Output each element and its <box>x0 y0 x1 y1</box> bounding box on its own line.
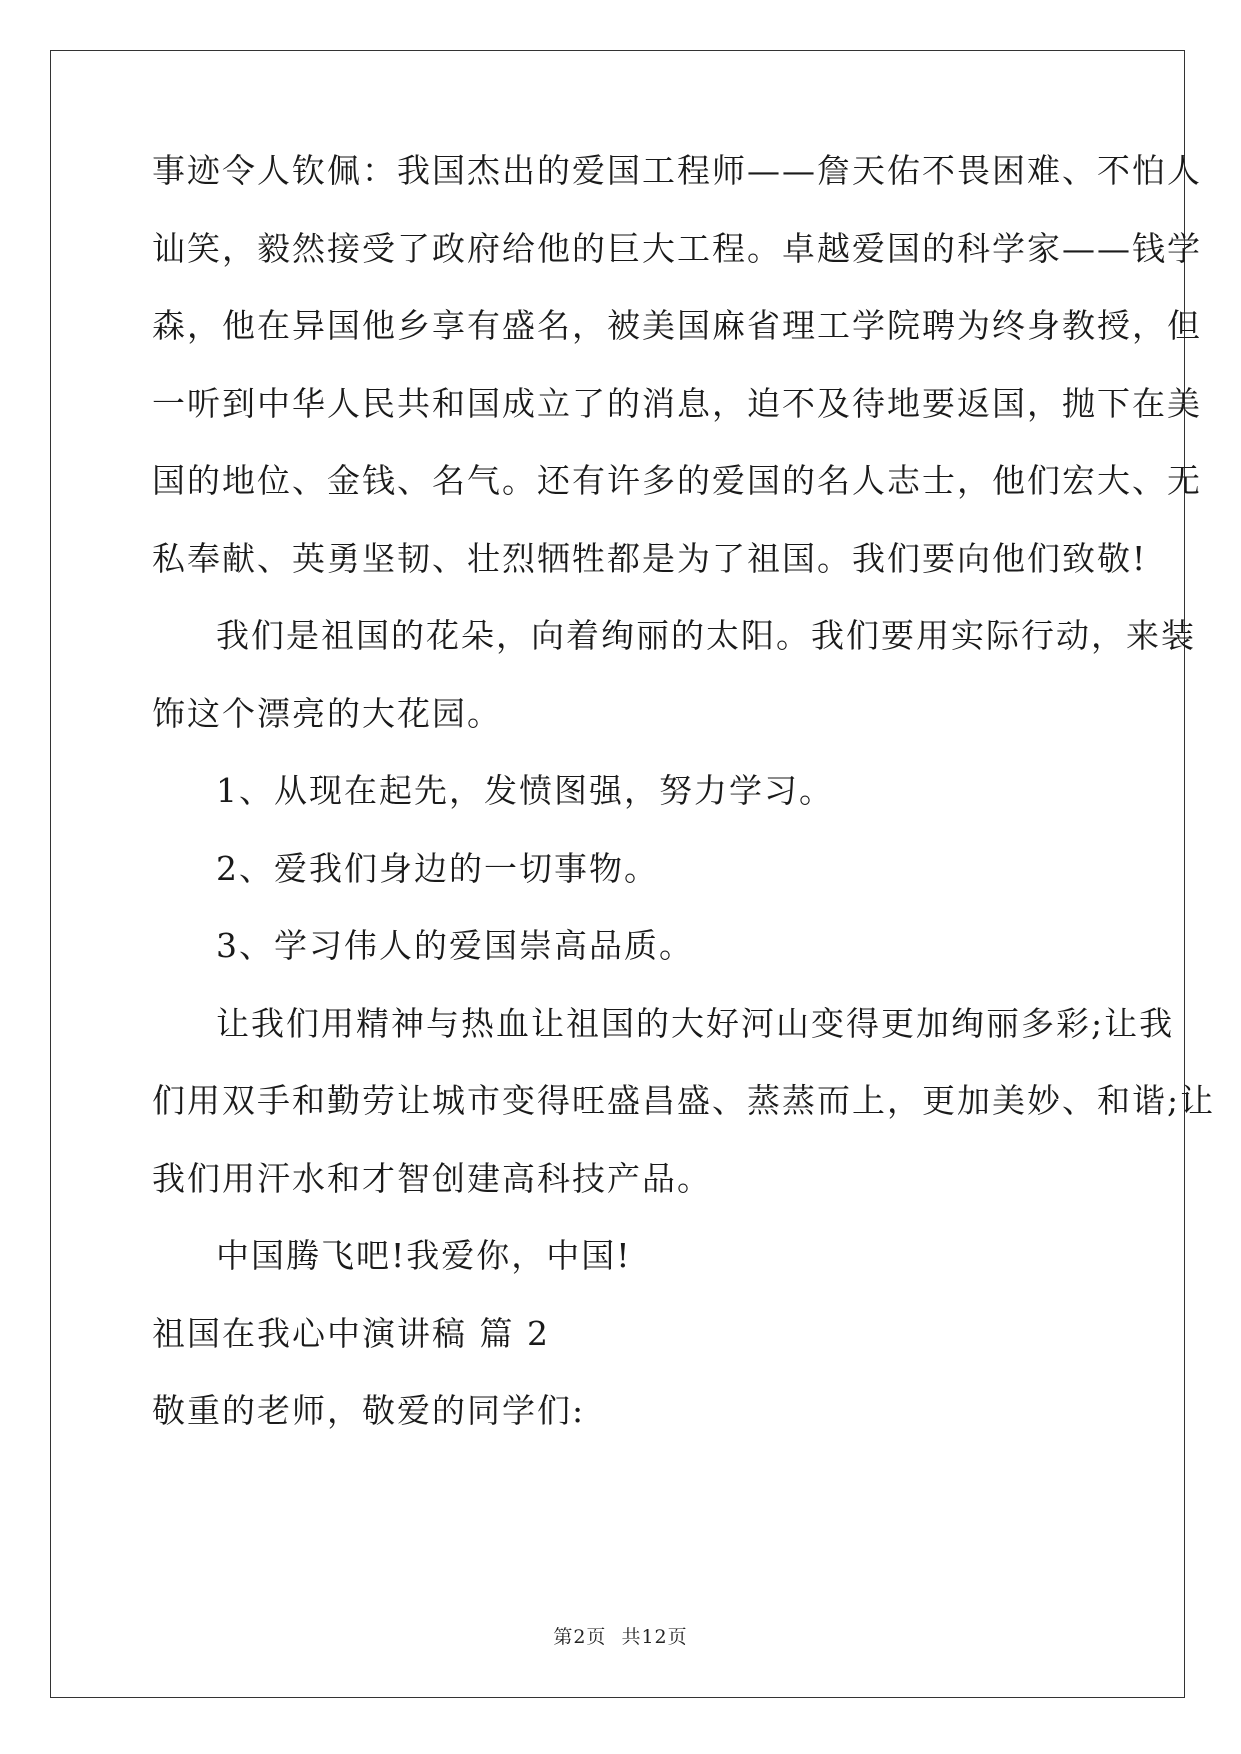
list-item-3: 3、学习伟人的爱国崇高品质。 <box>216 926 694 965</box>
text-line: 国的地位、金钱、名气。还有许多的爱国的名人志士，他们宏大、无 <box>152 461 1202 500</box>
paragraph-start: 我们是祖国的花朵，向着绚丽的太阳。我们要用实际行动，来装 <box>216 616 1196 655</box>
text-line: 一听到中华人民共和国成立了的消息，迫不及待地要返国，抛下在美 <box>152 383 1202 423</box>
page-number: 第2页 <box>553 1626 607 1648</box>
text-line: 森，他在异国他乡享有盛名，被美国麻省理工学院聘为终身教授，但 <box>152 306 1202 345</box>
text-line: 我们用汗水和才智创建高科技产品。 <box>152 1158 712 1198</box>
text-line: 事迹令人钦佩：我国杰出的爱国工程师——詹天佑不畏困难、不怕人 <box>152 151 1202 190</box>
paragraph-start: 让我们用精神与热血让祖国的大好河山变得更加绚丽多彩;让我 <box>216 1003 1175 1043</box>
text-line: 饰这个漂亮的大花园。 <box>152 693 502 733</box>
text-line: 私奉献、英勇坚韧、壮烈牺牲都是为了祖国。我们要向他们致敬! <box>152 538 1148 578</box>
list-item-1: 1、从现在起先，发愤图强，努力学习。 <box>216 771 834 810</box>
text-line: 们用双手和勤劳让城市变得旺盛昌盛、蒸蒸而上，更加美妙、和谐;让 <box>152 1081 1216 1120</box>
text-line: 讪笑，毅然接受了政府给他的巨大工程。卓越爱国的科学家——钱学 <box>152 228 1202 268</box>
section-heading: 祖国在我心中演讲稿 篇 2 <box>152 1313 550 1353</box>
list-item-2: 2、爱我们身边的一切事物。 <box>216 848 659 888</box>
salutation: 敬重的老师，敬爱的同学们: <box>152 1391 586 1430</box>
page-footer <box>0 1622 1241 1649</box>
page-total: 共12页 <box>621 1626 688 1648</box>
document-body <box>152 150 1216 1468</box>
closing-line: 中国腾飞吧!我爱你，中国! <box>216 1236 632 1275</box>
